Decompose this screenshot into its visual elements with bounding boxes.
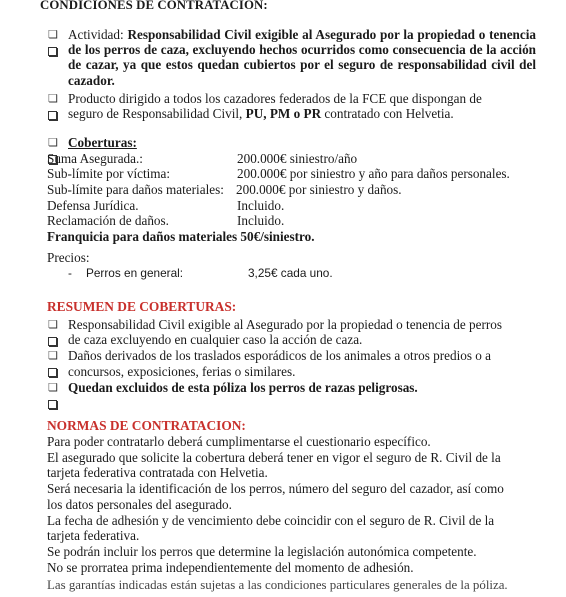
normas-line: tarjeta federativa contratada con Helvetia.	[47, 465, 268, 480]
checkbox-bullet-icon	[48, 318, 58, 351]
checkbox-bullet-icon	[48, 28, 58, 61]
normas-line: La fecha de adhesión y de vencimiento debe coincidir con el seguro de R. Civil de la	[47, 513, 495, 528]
coverage-row-label: Sub-límite por víctima:	[47, 166, 171, 181]
coverage-row-value: 200.000€ por siniestro y año para daños personales.	[237, 166, 510, 181]
coverage-row-value: 200.000€ por siniestro y daños.	[236, 182, 402, 197]
coverage-row-value: 200.000€ siniestro/año	[237, 151, 358, 166]
normas-line: tarjeta federativa.	[47, 528, 140, 543]
actividad-text: Responsabilidad Civil exigible al Asegurado por la propiedad o tenencia de los perros de caza, excluyendo hechos ocurridos como consecuencia de la acción de cazar, ya que estos quedan cubiertos por el seguro de responsabilidad civil del cazador.	[68, 27, 536, 88]
normas-line: Se podrán incluir los perros que determine la legislación autonómica competente.	[47, 544, 477, 559]
producto-line-1: Producto dirigido a todos los cazadores federados de la FCE que dispongan de	[68, 91, 482, 106]
precios-label: Precios:	[47, 250, 90, 265]
checkbox-bullet-icon	[48, 92, 58, 125]
coverage-row-value: Incluido.	[237, 198, 285, 213]
coverage-row-label: Defensa Jurídica.	[47, 198, 139, 213]
normas-line: Para poder contratarlo deberá cumplimentarse el cuestionario específico.	[47, 434, 431, 449]
resumen-item-1-line-2: de caza excluyendo en cualquier caso la acción de caza.	[68, 332, 363, 347]
coverage-row-label: Suma Asegurada.:	[47, 151, 143, 166]
checkbox-bullet-icon	[48, 349, 58, 382]
actividad-label: Actividad:	[68, 27, 124, 42]
section-heading-condiciones: CONDICIONES DE CONTRATACION:	[40, 0, 268, 12]
precios-value: 3,25€ cada uno.	[248, 266, 333, 280]
actividad-paragraph	[68, 27, 536, 88]
franquicia-text: Franquicia para daños materiales 50€/siniestro.	[47, 229, 315, 244]
producto-text-a: seguro de Responsabilidad Civil,	[68, 106, 246, 121]
producto-policies: PU, PM o PR	[245, 106, 322, 121]
resumen-title: RESUMEN DE COBERTURAS:	[47, 299, 237, 314]
resumen-item-2-line-2: concursos, exposiciones, ferias o similares.	[68, 364, 296, 379]
precios-dash: -	[68, 266, 72, 280]
resumen-item-1-line-1: Responsabilidad Civil exigible al Asegurado por la propiedad o tenencia de perros	[68, 317, 502, 332]
coverage-row-label: Reclamación de daños.	[47, 213, 169, 228]
coberturas-title: Coberturas:	[68, 135, 137, 150]
normas-line: No se prorratea prima independientemente del momento de adhesión.	[47, 560, 414, 575]
producto-line-2	[68, 106, 454, 121]
normas-line: los datos personales del asegurado.	[47, 497, 232, 512]
resumen-item-2-line-1: Daños derivados de los traslados esporádicos de los animales a otros predios o a	[68, 348, 491, 363]
producto-text-c: contratado con Helvetia.	[321, 106, 454, 121]
coverage-row-label: Sub-límite para daños materiales:	[47, 182, 224, 197]
resumen-item-3: Quedan excluidos de esta póliza los perros de razas peligrosas.	[68, 380, 418, 395]
normas-title: NORMAS DE CONTRATACION:	[47, 418, 246, 433]
checkbox-bullet-icon	[48, 381, 58, 414]
normas-line: Será necesaria la identificación de los perros, número del seguro del cazador, así como	[47, 481, 504, 496]
footer-note: Las garantías indicadas están sujetas a las condiciones particulares generales de la póliza.	[47, 578, 508, 592]
coverage-row-value: Incluido.	[237, 213, 285, 228]
precios-item: Perros en general:	[86, 266, 184, 280]
normas-line: El asegurado que solicite la cobertura deberá tener en vigor el seguro de R. Civil de la	[47, 450, 501, 465]
